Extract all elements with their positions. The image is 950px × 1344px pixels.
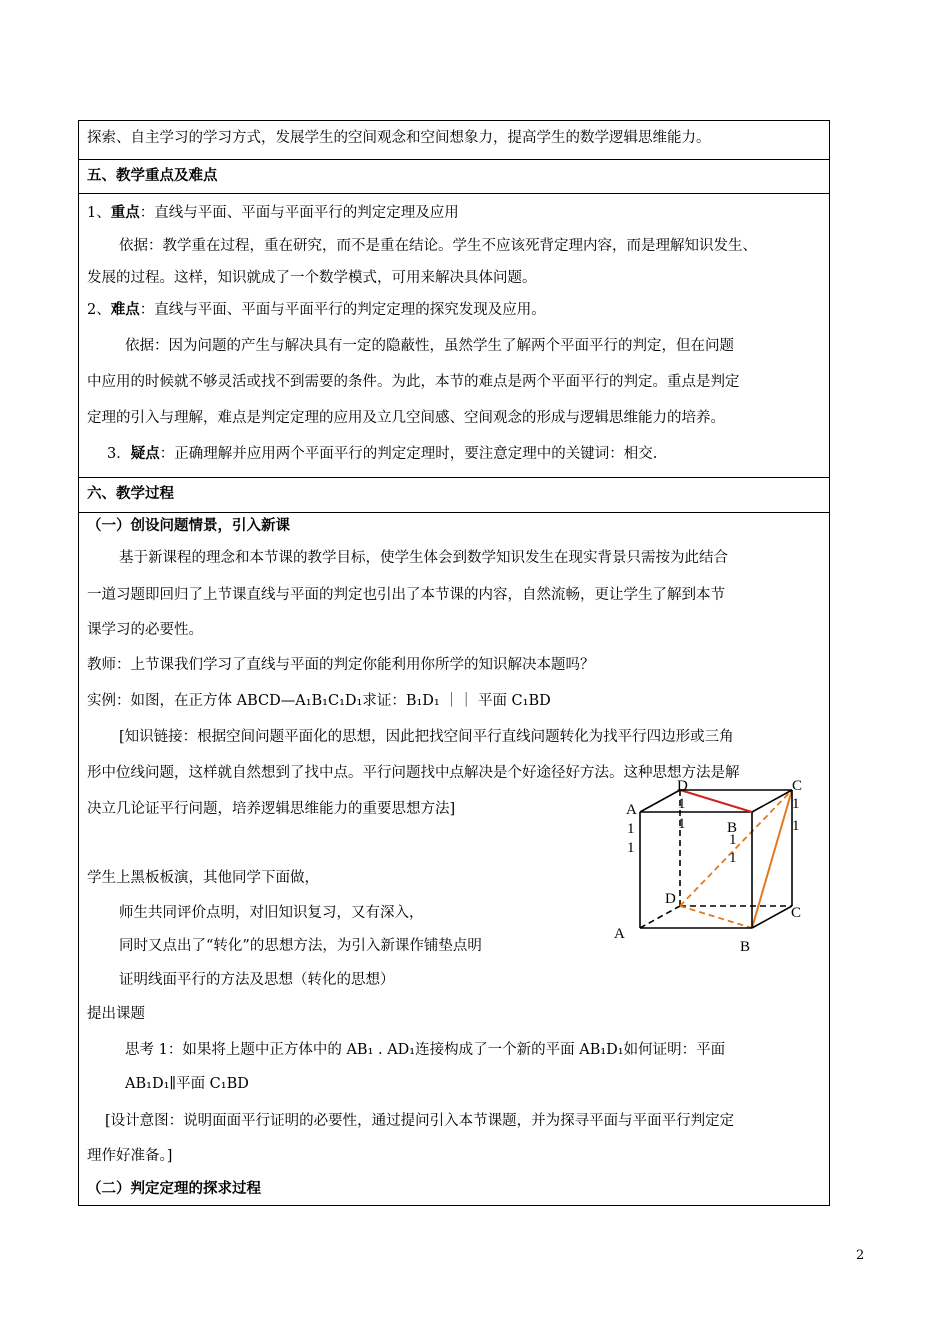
difficulty-line <box>87 300 546 320</box>
key-point-prefix: 1、 <box>87 205 111 221</box>
label-B1-sub-1: 1 <box>729 832 737 848</box>
knowledge-link-1: [知识链接：根据空间问题平面化的思想，因此把找空间平行直线问题转化为找平行四边形或三角 <box>119 729 734 745</box>
transformation-idea: 同时又点出了“转化”的思想方法，为引入新课作铺垫点明 <box>119 938 482 954</box>
student-board: 学生上黑板板演，其他同学下面做， <box>87 870 319 886</box>
label-C1: C <box>792 778 803 794</box>
doubt-line <box>107 444 657 464</box>
label-A: A <box>614 926 625 942</box>
raise-topic: 提出课题 <box>87 1006 145 1022</box>
basis2-line-3: 定理的引入与理解，难点是判定定理的应用及立几空间感、空间观念的形成与逻辑思维能力的培养。 <box>87 410 725 426</box>
diag-D1-B1 <box>680 790 752 812</box>
lesson-plan-table <box>78 120 830 1206</box>
label-C: C <box>791 905 802 921</box>
key-point-text: ：直线与平面、平面与平面平行的判定定理及应用 <box>139 205 459 221</box>
design-intent-1: [设计意图：说明面面平行证明的必要性，通过提问引入本节课题，并为探寻平面与平面平行判定定 <box>105 1113 735 1129</box>
intro-para-1: 基于新课程的理念和本节课的教学目标，使学生体会到数学知识发生在现实背景只需按为此结合 <box>119 550 728 566</box>
row-section5-body <box>79 194 829 478</box>
doubt-prefix: 3． <box>107 446 131 462</box>
key-point-line <box>87 203 459 223</box>
subsection1-heading: （一）创设问题情景，引入新课 <box>87 517 290 534</box>
subsection2-heading: （二）判定定理的探求过程 <box>87 1180 261 1197</box>
intro-para-3: 课学习的必要性。 <box>87 622 203 638</box>
think-1-line-2: AB₁D₁∥平面 C₁BD <box>125 1076 249 1092</box>
difficulty-prefix: 2、 <box>87 302 111 318</box>
label-D1-sub-1: 1 <box>678 796 686 812</box>
think-1-line-1: 思考 1：如果将上题中正方体中的 AB₁ . AD₁连接构成了一个新的平面 AB₁D₁如何证明：平面 <box>125 1042 726 1058</box>
edge-A-D <box>640 906 680 928</box>
label-D: D <box>665 891 676 907</box>
label-B1-sub-2: 1 <box>729 850 737 866</box>
row-section5-heading <box>79 160 829 194</box>
edge-A1-D1 <box>640 790 680 812</box>
intro-para-2: 一道习题即回归了上节课直线与平面的判定也引出了本节课的内容，自然流畅，更让学生了解到本节 <box>87 587 725 603</box>
design-intent-2: 理作好准备。] <box>87 1148 173 1164</box>
section6-heading: 六、教学过程 <box>87 485 174 502</box>
row-section6-heading <box>79 478 829 513</box>
basis2-line-2: 中应用的时候就不够灵活或找不到需要的条件。为此，本节的难点是两个平面平行的判定。重点是判定 <box>87 374 740 390</box>
basis-line-2: 发展的过程。这样，知识就成了一个数学模式，可用来解决具体问题。 <box>87 270 537 286</box>
label-B1: B <box>727 820 738 836</box>
difficulty-text: ：直线与平面、平面与平面平行的判定定理的探究发现及应用。 <box>139 302 546 318</box>
proof-method: 证明线面平行的方法及思想（转化的思想） <box>119 972 395 988</box>
knowledge-link-3: 决立几论证平行问题，培养逻辑思维能力的重要思想方法] <box>87 801 456 817</box>
page-number: 2 <box>856 1248 865 1263</box>
diag-D-B <box>680 906 752 928</box>
label-A1-sub-1: 1 <box>627 821 635 837</box>
cube-figure <box>608 772 818 962</box>
knowledge-link-2: 形中位线问题，这样就自然想到了找中点。平行问题找中点解决是个好途径好方法。这种思想方法是解 <box>87 765 740 781</box>
doubt-label: 疑点 <box>130 445 160 462</box>
key-point-label: 重点 <box>110 204 140 221</box>
basis-line-1: 依据：教学重在过程，重在研究，而不是重在结论。学生不应该死背定理内容，而是理解知识发生、 <box>119 238 757 254</box>
doubt-text: ：正确理解并应用两个平面平行的判定定理时，要注意定理中的关键词：相交. <box>159 446 658 462</box>
label-C1-sub-1: 1 <box>792 796 800 812</box>
label-A1: A <box>626 802 637 818</box>
label-D1: D <box>677 778 688 794</box>
teacher-question: 教师：上节课我们学习了直线与平面的判定你能利用你所学的知识解决本题吗？ <box>87 657 595 673</box>
joint-evaluation: 师生共同评价点明，对旧知识复习，又有深入， <box>119 905 424 921</box>
label-D1-sub-2: 1 <box>678 816 686 832</box>
label-B: B <box>740 939 751 955</box>
section5-heading: 五、教学重点及难点 <box>87 167 218 184</box>
row-continuation <box>79 121 829 160</box>
label-A1-sub-2: 1 <box>627 840 635 856</box>
basis2-line-1: 依据：因为问题的产生与解决具有一定的隐蔽性，虽然学生了解两个平面平行的判定，但在问题 <box>125 338 734 354</box>
example-statement: 实例：如图，在正方体 ABCD—A₁B₁C₁D₁求证：B₁D₁ ｜｜ 平面 C₁BD <box>87 693 551 709</box>
continuation-text: 探索、自主学习的学习方式，发展学生的空间观念和空间想象力，提高学生的数学逻辑思维能力。 <box>87 130 711 146</box>
difficulty-label: 难点 <box>110 301 140 318</box>
label-C1-sub-2: 1 <box>792 818 800 834</box>
